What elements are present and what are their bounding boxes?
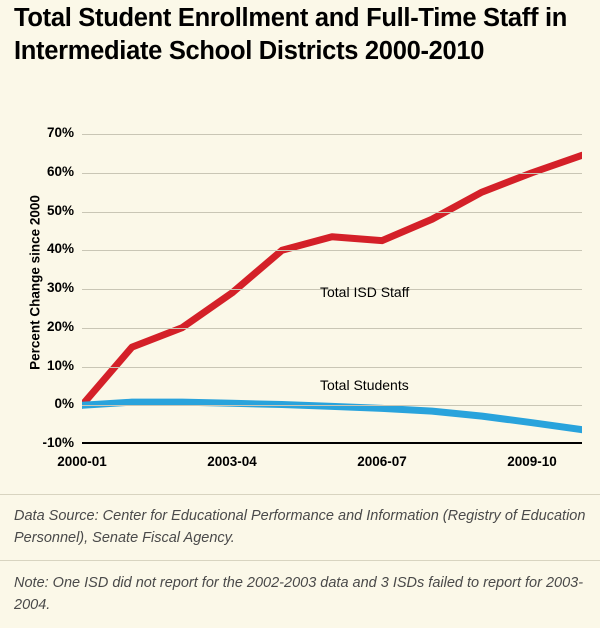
gridline-0 (82, 405, 582, 406)
y-tick-70: 70% (46, 125, 74, 140)
line-total-students (82, 402, 582, 430)
gridline-70 (82, 134, 582, 135)
y-tick-0: 0% (54, 396, 74, 412)
gridline-50 (82, 212, 582, 213)
y-tick-20: 20% (46, 318, 74, 334)
x-tick-2009-10: 2009-10 (507, 454, 557, 469)
series-label-total-isd-staff: Total ISD Staff (320, 284, 410, 300)
y-axis-title: Percent Change since 2000 (27, 195, 43, 370)
y-tick-60: 60% (46, 163, 74, 179)
data-source-note: Data Source: Center for Educational Performance and Information (Registry of Education Personnel), Senate Fiscal Agency. (14, 508, 586, 546)
divider-note (0, 560, 600, 561)
plot-region (82, 134, 582, 444)
gridline-60 (82, 173, 582, 174)
y-tick-neg10: -10% (42, 435, 74, 450)
y-tick-50: 50% (46, 202, 74, 218)
x-tick-2003-04: 2003-04 (207, 454, 257, 469)
divider-source (0, 494, 600, 495)
gridline-20 (82, 328, 582, 329)
series-label-total-students: Total Students (320, 377, 409, 393)
x-tick-2006-07: 2006-07 (357, 454, 407, 469)
y-tick-30: 30% (46, 280, 74, 295)
y-tick-40: 40% (46, 241, 74, 257)
gridline-10 (82, 367, 582, 368)
x-tick-2000-01: 2000-01 (57, 454, 107, 469)
x-axis-line (82, 442, 582, 444)
footnote: Note: One ISD did not report for the 2002-2003 data and 3 ISDs failed to report for 2003-2004. (14, 575, 584, 613)
line-total-isd-staff (82, 155, 582, 405)
chart-area (0, 120, 600, 490)
page-title: Total Student Enrollment and Full-Time Staff in Intermediate School Districts 2000-2010 (14, 4, 568, 65)
y-tick-10: 10% (46, 357, 74, 373)
gridline-40 (82, 250, 582, 251)
